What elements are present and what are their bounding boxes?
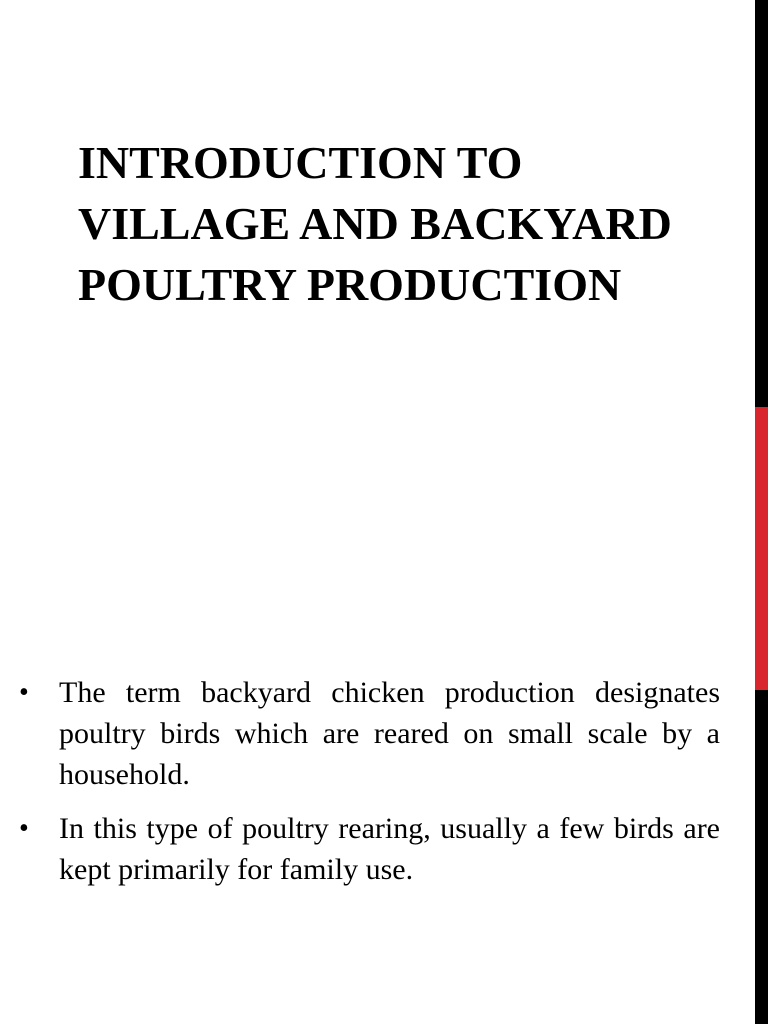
- side-accent-bar: [755, 407, 768, 690]
- bullet-text: The term backyard chicken production designates poultry birds which are reared on small scale by a household.: [59, 676, 720, 791]
- bullet-text: In this type of poultry rearing, usually a few birds are kept primarily for family use.: [59, 812, 720, 886]
- slide-title: INTRODUCTION TO VILLAGE AND BACKYARD POULTRY PRODUCTION: [78, 137, 672, 310]
- bullet-item: [0, 672, 720, 795]
- bullet-icon: •: [19, 813, 29, 844]
- bullet-item: [0, 808, 720, 890]
- bullet-list: [0, 672, 720, 903]
- bullet-icon: •: [19, 677, 29, 708]
